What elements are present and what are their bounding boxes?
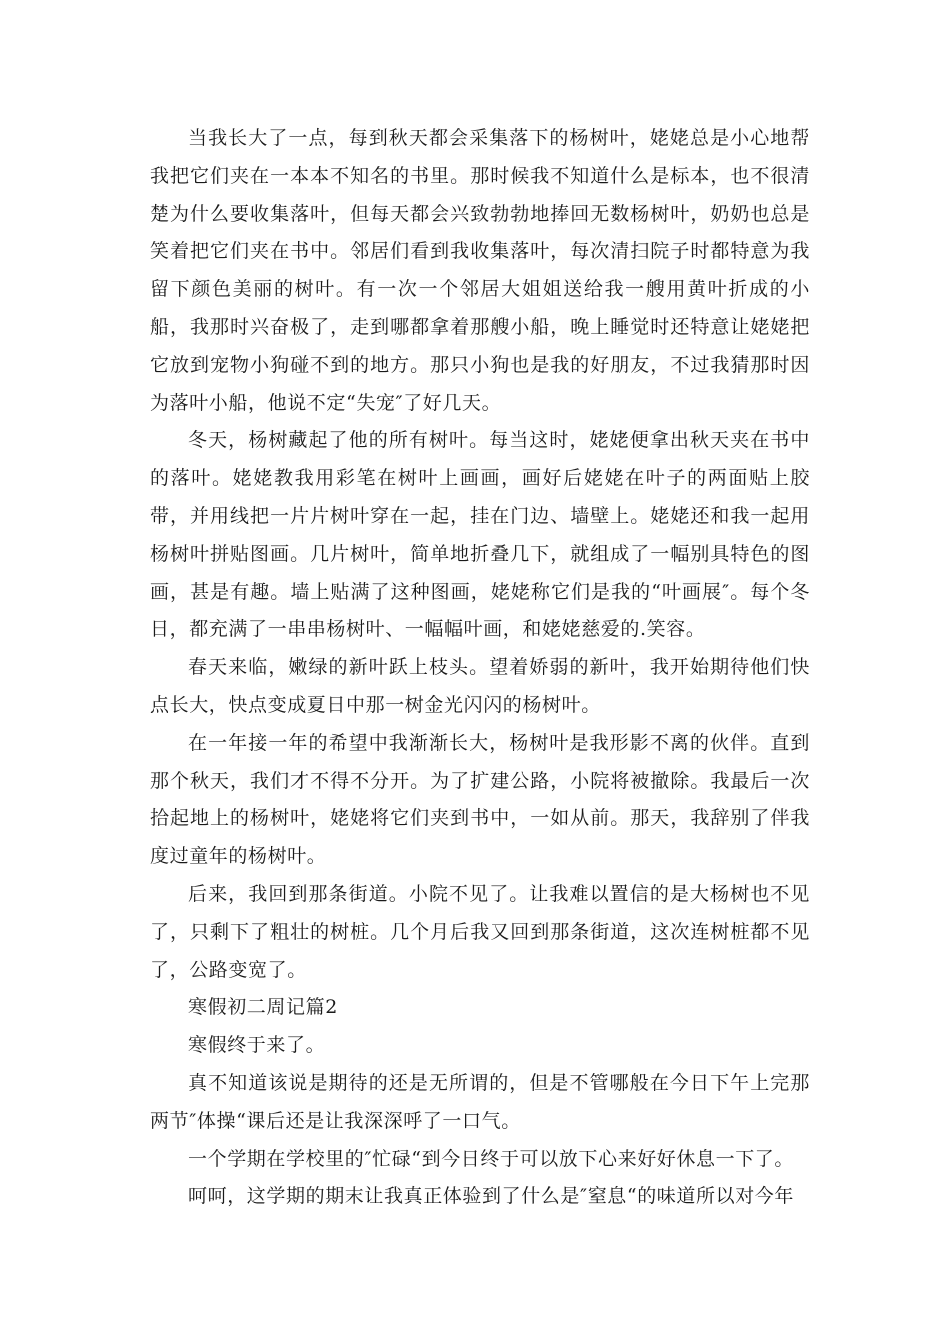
paragraph-8: 一个学期在学校里的″忙碌“到今日终于可以放下心来好好休息一下了。 (188, 1147, 795, 1170)
paragraph-2: 冬天，杨树藏起了他的所有树叶。每当这时，姥姥便拿出秋天夹在书中的落叶。姥姥教我用彩笔在树叶上画画，画好后姥姥在叶子的两面贴上胶带，并用线把一片片树叶穿在一起，挂在门边、墙壁上。姥姥还和我一起用杨树叶拼贴图画。几片树叶，简单地折叠几下，就组成了一幅别具特色的图画，甚是有趣。墙上贴满了这种图画，姥姥称它们是我的“叶画展″。每个冬日，都充满了一串串杨树叶、一幅幅叶画，和姥姥慈爱的.笑容。 (150, 429, 810, 641)
paragraph-9: 呵呵，这学期的期末让我真正体验到了什么是″窒息“的味道所以对今年 (188, 1185, 795, 1208)
paragraph-5: 后来，我回到那条街道。小院不见了。让我难以置信的是大杨树也不见了，只剩下了粗壮的树桩。几个月后我又回到那条街道，这次连树桩都不见了，公路变宽了。 (150, 882, 810, 981)
paragraph-1: 当我长大了一点，每到秋天都会采集落下的杨树叶，姥姥总是小心地帮我把它们夹在一本本不知名的书里。那时候我不知道什么是标本，也不很清楚为什么要收集落叶，但每天都会兴致勃勃地捧回无数杨树叶，奶奶也总是笑着把它们夹在书中。邻居们看到我收集落叶，每次清扫院子时都特意为我留下颜色美丽的树叶。有一次一个邻居大姐姐送给我一艘用黄叶折成的小船，我那时兴奋极了，走到哪都拿着那艘小船，晚上睡觉时还特意让姥姥把它放到宠物小狗碰不到的地方。那只小狗也是我的好朋友，不过我猜那时因为落叶小船，他说不定“失宠″了好几天。 (150, 127, 810, 414)
paragraph-6: 寒假终于来了。 (188, 1034, 326, 1057)
paragraph-3: 春天来临，嫩绿的新叶跃上枝头。望着娇弱的新叶，我开始期待他们快点长大，快点变成夏日中那一树金光闪闪的杨树叶。 (150, 656, 810, 716)
paragraph-4: 在一年接一年的希望中我渐渐长大，杨树叶是我形影不离的伙伴。直到那个秋天，我们才不得不分开。为了扩建公路，小院将被撤除。我最后一次拾起地上的杨树叶，姥姥将它们夹到书中，一如从前。那天，我辞别了伴我度过童年的杨树叶。 (150, 731, 810, 868)
section-heading: 寒假初二周记篇2 (188, 996, 338, 1019)
document-body (150, 120, 810, 1216)
paragraph-7: 真不知道该说是期待的还是无所谓的，但是不管哪般在今日下午上完那两节″体操“课后还是让我深深呼了一口气。 (150, 1071, 810, 1132)
